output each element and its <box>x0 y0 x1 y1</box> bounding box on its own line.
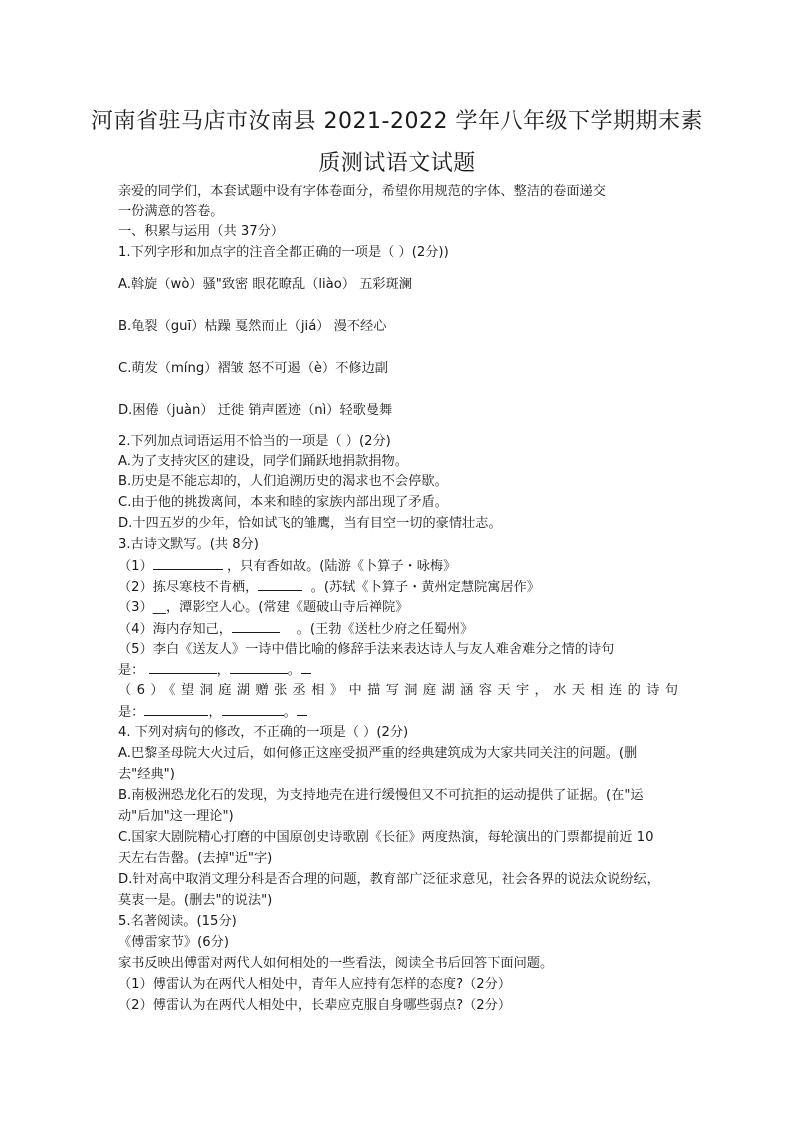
q4-option-a-line1: A.巴黎圣母院大火过后，如何修正这座受损严重的经典建筑成为大家共同关注的问题。(删 <box>118 746 638 761</box>
q3-stem: 3.古诗文默写。(共 8分) <box>118 537 259 552</box>
q5-sub-1: （1）傅雷认为在两代人相处中，青年人应持有怎样的态度?（2分） <box>118 977 512 992</box>
q3-item-4-prefix: （4）海内存知己， <box>118 622 232 637</box>
exam-title-line2: 质测试语文试题 <box>318 151 476 176</box>
answer-blank[interactable] <box>144 703 208 716</box>
q3-item-6-prefix: 是： <box>118 705 145 720</box>
intro-line1: 亲爱的同学们，本套试题中设有字体卷面分，希望你用规范的字体、整洁的卷面递交 <box>118 184 606 199</box>
q3-item-5-end: 。 <box>287 663 301 678</box>
q4-option-b-line1: B.南极洲恐龙化石的发现，为支持地壳在进行缓慢但又不可抗拒的运动提供了证据。(在"运 <box>118 788 644 803</box>
answer-blank[interactable] <box>230 661 288 674</box>
q3-item-4-suffix: 。(王勃《送杜少府之任蜀州》 <box>296 622 474 637</box>
q2-option-c: C.由于他的挑拨离间，本来和睦的家族内部出现了矛盾。 <box>118 495 448 510</box>
q3-item-5-line2 <box>118 661 678 679</box>
q3-item-3: （3）__，潭影空人心。(常建《题破山寺后禅院》 <box>118 600 409 615</box>
q3-item-5-comma: ， <box>216 663 230 678</box>
q1-option-d: D.困倦（juàn） 迁徙 销声匿迹（nì）轻歌曼舞 <box>118 403 393 418</box>
q3-item-6-comma: ， <box>208 705 222 720</box>
q2-option-a: A.为了支持灾区的建设，同学们踊跃地捐款捐物。 <box>118 454 408 469</box>
q5-stem: 5.名著阅读。(15分) <box>118 914 237 929</box>
answer-blank <box>301 661 311 674</box>
answer-blank[interactable] <box>222 703 284 716</box>
q5-intro: 家书反映出傅雷对两代人如何相处的一些看法，阅读全书后回答下面问题。 <box>118 956 554 971</box>
answer-blank[interactable] <box>149 661 217 674</box>
section1-heading: 一、积累与运用（共 37分） <box>118 224 285 239</box>
q1-option-c: C.萌发（míng）褶皱 怒不可遏（è）不修边副 <box>118 361 388 376</box>
q4-stem: 4. 下列对病句的修改，不正确的一项是（ ）(2分) <box>118 725 409 740</box>
q5-book-title: 《傅雷家节》(6分) <box>118 935 229 950</box>
q1-stem: 1.下列字形和加点字的注音全都正确的一项是（ ）(2分)) <box>118 245 449 260</box>
q1-option-a: A.斡旋（wò）骚"致密 眼花瞭乱（liào） 五彩斑澜 <box>118 277 412 292</box>
q4-option-c-line2: 天左右告罄。(去掉"近"字) <box>118 851 273 866</box>
q3-item-2 <box>118 578 678 596</box>
q3-item-1-prefix: （1） <box>118 559 153 574</box>
answer-blank[interactable] <box>232 620 280 633</box>
q2-option-d: D.十四五岁的少年，恰如试飞的雏鹰，当有目空一切的豪情壮志。 <box>118 516 502 531</box>
answer-blank[interactable] <box>258 578 302 591</box>
q1-option-b: B.龟裂（guī）枯躁 戛然而止（jiá） 漫不经心 <box>118 319 387 334</box>
q4-option-d-line1: D.针对高中取消文理分科是否合理的问题，教育部广泛征求意见，社会各界的说法众说纷纭， <box>118 872 660 887</box>
q3-item-4 <box>118 620 678 638</box>
exam-title-line1: 河南省驻马店市汝南县 2021-2022 学年八年级下学期期末素 <box>91 109 703 134</box>
q5-sub-2: （2）傅雷认为在两代人相处中，长辈应克服自身哪些弱点?（2分） <box>118 998 512 1013</box>
q2-stem: 2.下列加点词语运用不恰当的一项是（ ）(2分) <box>118 434 391 449</box>
q3-item-6-line1: （6）《望洞庭湖赠张丞相》中描写洞庭湖涵容天宇，水天相连的诗句 <box>118 683 678 698</box>
q3-item-2-suffix: 。(苏轼《卜算子・黄州定慧院寓居作》 <box>310 580 540 595</box>
answer-blank[interactable] <box>153 557 223 570</box>
q3-item-6-end: 。 <box>283 705 297 720</box>
q3-item-1 <box>118 557 678 575</box>
q3-item-2-prefix: （2）拣尽寒枝不肯栖， <box>118 580 259 595</box>
q3-item-5-prefix: 是： <box>118 663 145 678</box>
q4-option-d-line2: 莫衷一是。(删去"的说法") <box>118 893 273 908</box>
q4-option-a-line2: 去"经典") <box>118 767 175 782</box>
q4-option-b-line2: 动"后加"这一理论") <box>118 809 234 824</box>
q3-item-1-suffix: ，只有香如故。(陆游《卜算子・咏梅》 <box>226 559 457 574</box>
intro-line2: 一份满意的答卷。 <box>118 204 224 219</box>
q4-option-c-line1: C.国家大剧院精心打磨的中国原创史诗歌剧《长征》两度热演，每轮演出的门票都提前近 10 <box>118 830 654 845</box>
answer-blank <box>297 703 307 716</box>
q2-option-b: B.历史是不能忘却的，人们追溯历史的渴求也不会停歇。 <box>118 474 448 489</box>
q3-item-5-line1: （5）李白《送友人》一诗中借比喻的修辞手法来表达诗人与友人难舍难分之情的诗句 <box>118 642 615 657</box>
q3-item-6-line2 <box>118 703 678 721</box>
